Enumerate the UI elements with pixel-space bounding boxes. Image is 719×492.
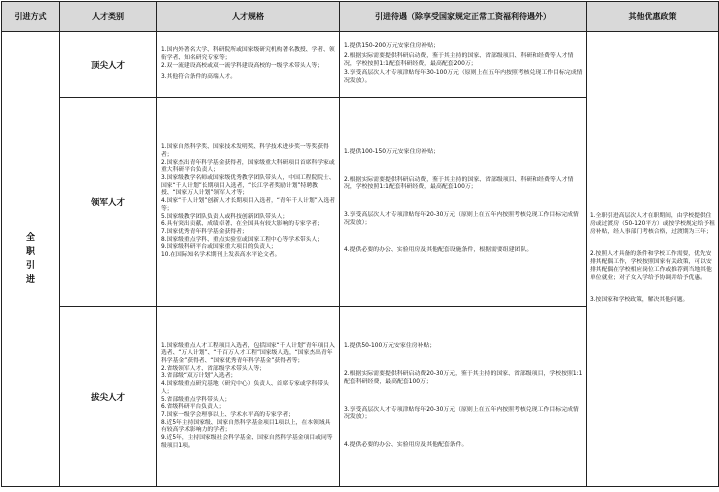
list-item: 2.双一流建设高校或双一流学科建设高校的一级学术带头人等；: [161, 62, 324, 69]
treatment-list: [344, 343, 583, 449]
row-top-talent: [2, 32, 719, 98]
treatment-list: [344, 43, 583, 86]
list-item: 3.国家级教学名师或国家级优秀教学团队带头人，中国工程院院士、国家“千人计划”长期项目入选者，“长江学者奖励计划”特聘教授、“国家万人计划”领军人才等；: [161, 175, 335, 197]
list-item: 7.国家优秀青年科学基金获得者；: [161, 228, 248, 235]
list-item: 3.享受高层次人才专项津贴每年20-30万元（原则上在五年内按照考核兑现工作目标完成情况发放）；: [344, 406, 579, 421]
requirements-cell: [157, 32, 340, 98]
requirements-list: [161, 47, 336, 82]
list-item: 1.提供50-100万元安家住房补贴；: [344, 343, 436, 350]
treatment-cell: [340, 307, 587, 487]
category-cell: 拔尖人才: [60, 307, 157, 487]
mode-label: 全职引进: [25, 233, 35, 285]
category-cell: 顶尖人才: [60, 32, 157, 98]
other-policies-list: [590, 213, 715, 304]
list-item: 2.按照人才具备的条件和学校工作需要，优先安排其配偶工作，学校按照国家有关政策，可以安排其配偶在学校相应岗位工作或推荐到当地其他单位就业；对子女入学给予协调并给予优惠。: [590, 251, 712, 281]
list-item: 1.国家自然科学奖、国家技术发明奖、科学技术进步奖一等奖获得者；: [161, 144, 329, 158]
requirements-list: [161, 144, 336, 260]
list-item: 4.提供必要的办公、实验用房及其他配套设施条件，根据需要组建团队。: [344, 247, 533, 254]
list-item: 2.根据实际需要提供科研启动费，鉴于其主持的国家、省部级项目、科研和经费等人才情况，学校按照1:1配套科研经费，最高配套200万；: [344, 52, 574, 67]
treatment-cell: [340, 32, 587, 98]
list-item: 9.近5年，主持国家级社会科学基金、国家自然科学基金项目或同等级项目1项。: [161, 435, 333, 449]
list-item: 3.享受高层次人才专项津贴每年20-30万元（原则上在五年内按照考核兑现工作目标完成情况发放）；: [344, 212, 579, 226]
list-item: 1.提供100-150万元安家住房补贴；: [344, 148, 440, 155]
list-item: 3.按国家和学校政策，解决其他问题。: [590, 296, 689, 303]
list-item: 2.省级领军人才、省部级学术带头人等；: [161, 365, 266, 372]
list-item: 9.国家级科研平台或国家重大项目的负责人；: [161, 244, 277, 251]
list-item: 3.省部级“双万计划”入选者；: [161, 373, 237, 380]
requirements-cell: [157, 307, 340, 487]
list-item: 1.全职引进高层次人才在职期间，由学校提供住房或过渡房（50-120平方）或按学校规定给予租房补贴，经人事部门考核合格，过渡期为三年；: [590, 213, 715, 236]
header-row: [2, 2, 719, 32]
header-category: 人才类别: [60, 2, 157, 32]
requirements-list: [161, 343, 336, 451]
list-item: 10.在国际知名学术期刊上发表高水平论文者。: [161, 252, 281, 259]
treatment-cell: [340, 98, 587, 307]
other-policies-cell: [587, 32, 719, 487]
list-item: 4.国家级重点研究基地（研究中心）负责人、首席专家或学科带头人；: [161, 381, 329, 395]
requirements-cell: [157, 98, 340, 307]
category-cell: 领军人才: [60, 98, 157, 307]
list-item: 4.提供必要的办公、实验用房及其他配套条件。: [344, 441, 468, 448]
list-item: 6.具有突出贡献、成绩卓著、在全国具有较大影响的专家学者；: [161, 221, 324, 228]
header-mode: 引进方式: [2, 2, 60, 32]
header-treatment: 引进待遇（除享受国家规定正常工资福利待遇外）: [340, 2, 587, 32]
list-item: 1.提供150-200万元安家住房补贴；: [344, 43, 440, 50]
header-other: 其他优惠政策: [587, 2, 719, 32]
list-item: 3.其他符合条件的高端人才。: [161, 74, 237, 81]
treatment-list: [344, 149, 583, 255]
list-item: 1.国内外著名大学、科研院所或国家级研究机构著名教授、学者、领衔学者、知名研究专家等；: [161, 47, 335, 61]
list-item: 5.省部级重点学科带头人；: [161, 396, 231, 403]
list-item: 5.国家级教学团队负责人或科技创新团队带头人；: [161, 213, 289, 220]
list-item: 6.省级科研平台负责人；: [161, 404, 225, 411]
list-item: 2.根据实际需要提供科研启动费20-30万元，鉴于其主持的国家、省部级项目，学校按照1:1配套科研经费，最高配套100万；: [344, 371, 583, 385]
header-requirements: 人才规格: [157, 2, 340, 32]
list-item: 4.国家“千人计划”创新人才长期项目入选者，“青年千人计划”入选者等；: [161, 198, 336, 212]
list-item: 3.享受高层次人才专项津贴每年30-100万元（原则上在五年内按照考核兑现工作目标完成情况发放）。: [344, 70, 583, 85]
list-item: 8.国家级重点学科、重点实验室或国家工程中心等学术带头人；: [161, 236, 324, 243]
list-item: 1.国家级重点人才工程项目入选者，包括国家“千人计划”青年项目入选者、“万人计划”、“千百万人才工程”国家级人选，“国家杰出青年科学基金”获得者、“国家优秀青年科学基金”获得者等；: [161, 342, 335, 364]
list-item: 7.国家一级学会理事以上、学术水平高的专家学者；: [161, 411, 295, 418]
list-item: 8.近5年主持国家级、国家自然科学基金项目1项以上，在本领域具有较高学术影响力的学者；: [161, 419, 331, 434]
list-item: 2.国家杰出青年科学基金获得者，国家级重大科研项目首席科学家或重大科研平台负责人；: [161, 159, 335, 174]
mode-cell: [2, 32, 60, 487]
list-item: 2.根据实际需要提供科研启动费，鉴于其主持的国家、省部级项目、科研和经费等人才情况，学校按照1:1配套科研经费，最高配套100万；: [344, 176, 574, 191]
talent-policy-table: [1, 1, 719, 487]
